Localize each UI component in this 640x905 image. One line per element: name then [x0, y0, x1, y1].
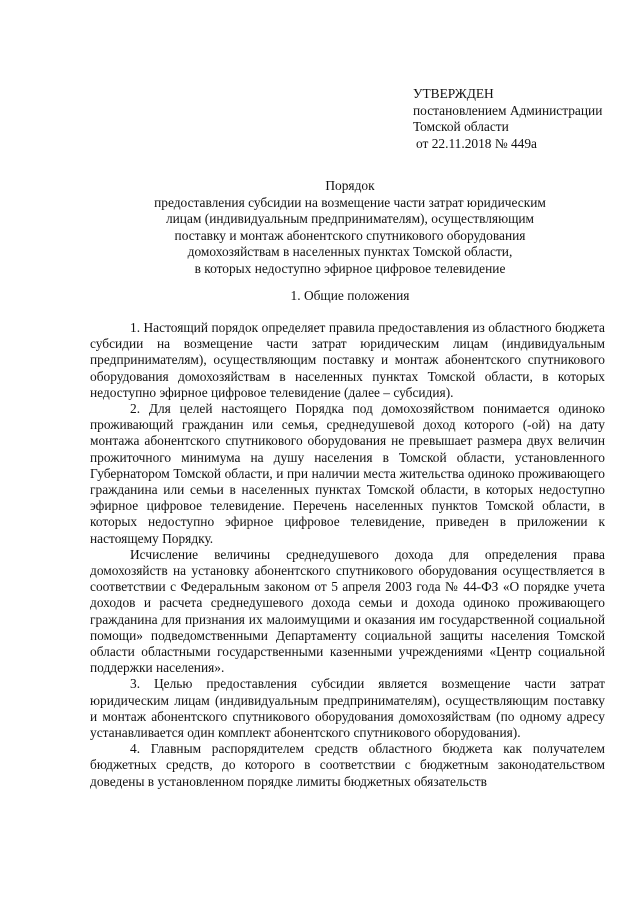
paragraph: 4. Главным распорядителем средств областного бюджета как получателем бюджетных средств, до которого в соответствии с бюджетным законодательством доведены в установленном порядке лимиты бюджетных обязательств [90, 741, 605, 789]
document-title [90, 178, 610, 277]
title-line: поставку и монтаж абонентского спутникового оборудования [174, 227, 526, 243]
approval-stamp [413, 86, 633, 152]
paragraph: Исчисление величины среднедушевого дохода для определения права домохозяйств на установку абонентского спутникового оборудования осуществляется в соответствии с Федеральным законом от 5 апреля 2003 года № 44-ФЗ «О порядке учета доходов и расчета среднедушевого дохода семьи и дохода одиноко проживающего гражданина для признания их малоимущими и оказания им государственной социальной помощи» подведомственными Департаменту социальной защиты населения Томской области областными государственными казенными учреждениями «Центр социальной поддержки населения». [90, 546, 605, 676]
paragraph: 1. Настоящий порядок определяет правила предоставления из областного бюджета субсидии на возмещение части затрат юридическим лицам (индивидуальным предпринимателям), осуществляющим поставку и монтаж абонентского спутникового оборудования домохозяйствам в населенных пунктах Томской области, в которых недоступно эфирное цифровое телевидение (далее – субсидия). [90, 320, 605, 400]
section-heading: 1. Общие положения [290, 288, 410, 303]
document-body [90, 320, 605, 790]
paragraph: 3. Целью предоставления субсидии является возмещение части затрат юридическим лицам (индивидуальным предпринимателям), осуществляющим поставку и монтаж абонентского спутникового оборудования домохозяйствам (по одному адресу устанавливается один комплект абонентского спутникового оборудования). [90, 676, 605, 741]
approval-decree: постановлением Администрации [413, 102, 603, 118]
title-heading: Порядок [325, 178, 375, 193]
approval-region: Томской области [413, 119, 509, 134]
approval-heading: УТВЕРЖДЕН [413, 86, 494, 101]
title-line: в которых недоступно эфирное цифровое телевидение [194, 260, 506, 276]
paragraph: 2. Для целей настоящего Порядка под домохозяйством понимается одиноко проживающий гражданин или семья, среднедушевой доход которого (-ой) на дату монтажа абонентского спутникового оборудования не превышает размера двух величин прожиточного минимума на душу населения в Томской области, установленного Губернатором Томской области, и при наличии места жительства одиноко проживающего гражданина или семьи в населенных пунктах Томской области, в которых недоступно эфирное цифровое телевидение. Перечень населенных пунктов Томской области, в которых недоступно эфирное цифровое телевидение, приведен в приложении к настоящему Порядку. [90, 401, 605, 546]
title-line: лицам (индивидуальным предпринимателям), осуществляющим [165, 211, 535, 226]
approval-date: от 22.11.2018 № 449а [416, 135, 537, 151]
title-line: домохозяйствам в населенных пунктах Томской области, [187, 244, 513, 259]
title-line: предоставления субсидии на возмещение части затрат юридическим [154, 194, 546, 210]
